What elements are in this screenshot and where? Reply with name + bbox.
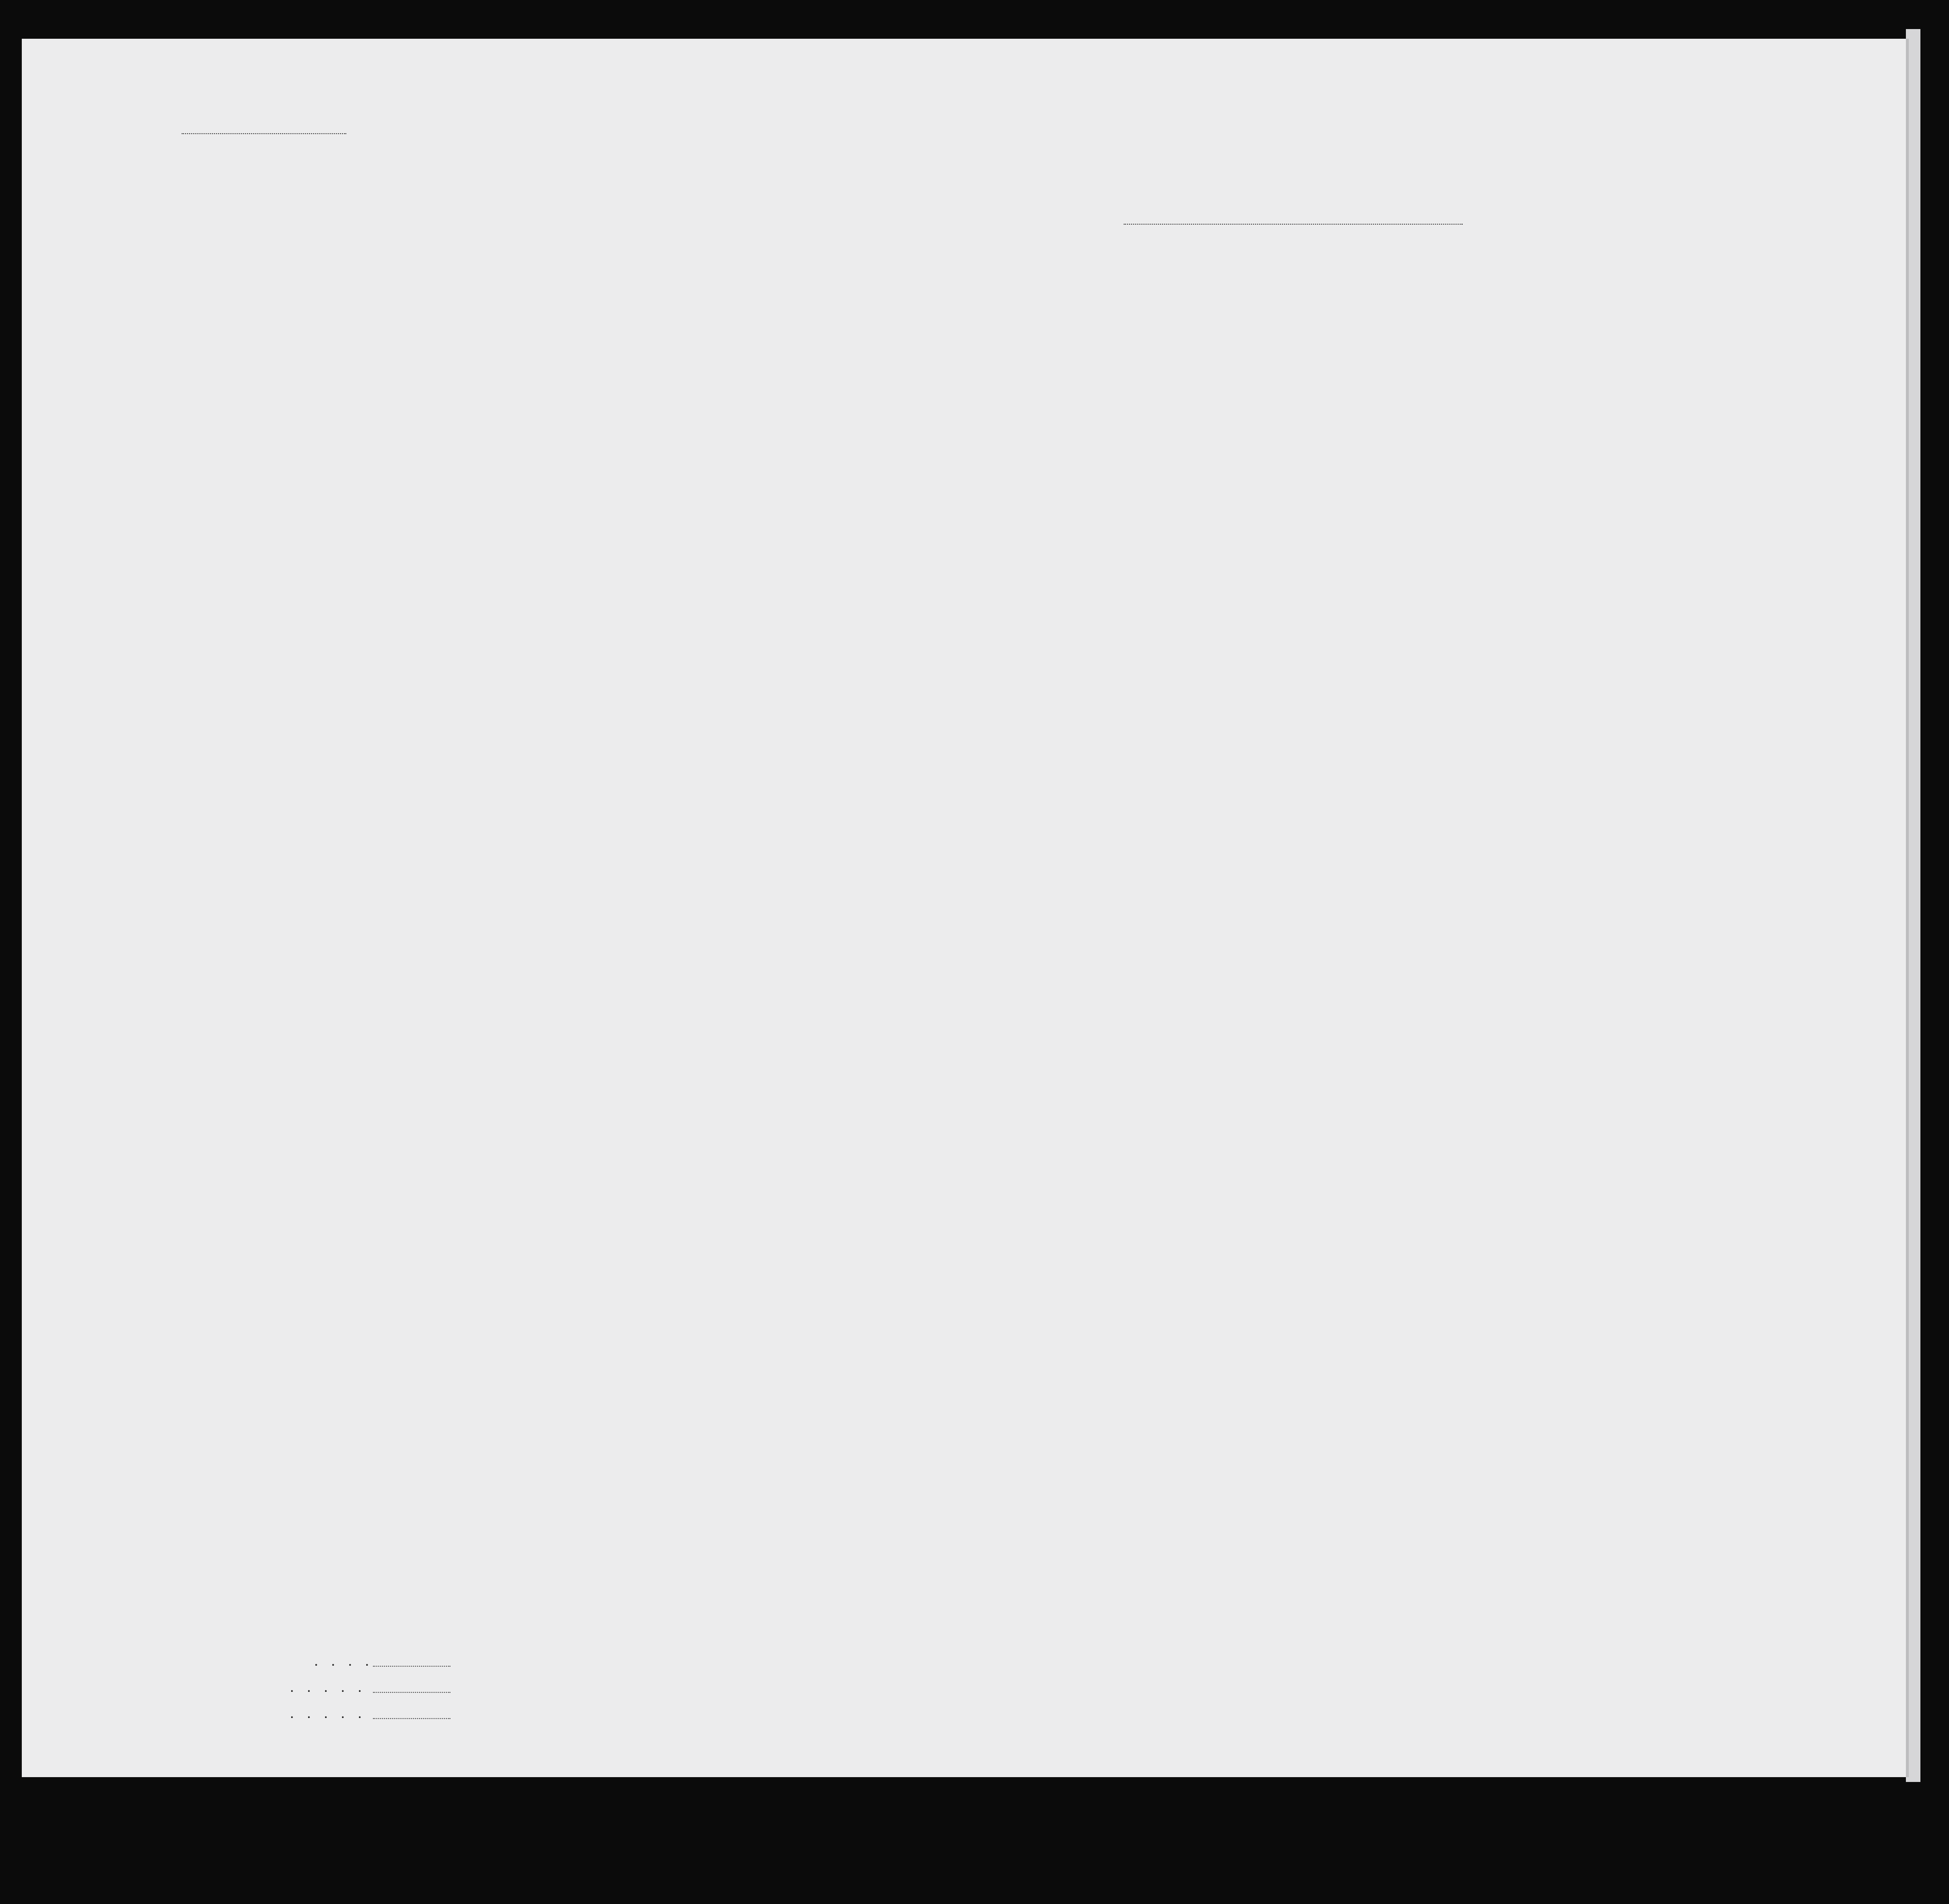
us-citizens-dots: . . . . . — [291, 1682, 367, 1694]
aliens-dots: . . . . . — [291, 1708, 367, 1720]
list-underline — [182, 133, 346, 134]
aliens-line — [373, 1718, 450, 1719]
port-underline — [1124, 224, 1463, 225]
total-passengers-dots: . . . . — [315, 1656, 374, 1668]
us-citizens-line — [373, 1692, 450, 1693]
total-passengers-line — [373, 1666, 450, 1667]
